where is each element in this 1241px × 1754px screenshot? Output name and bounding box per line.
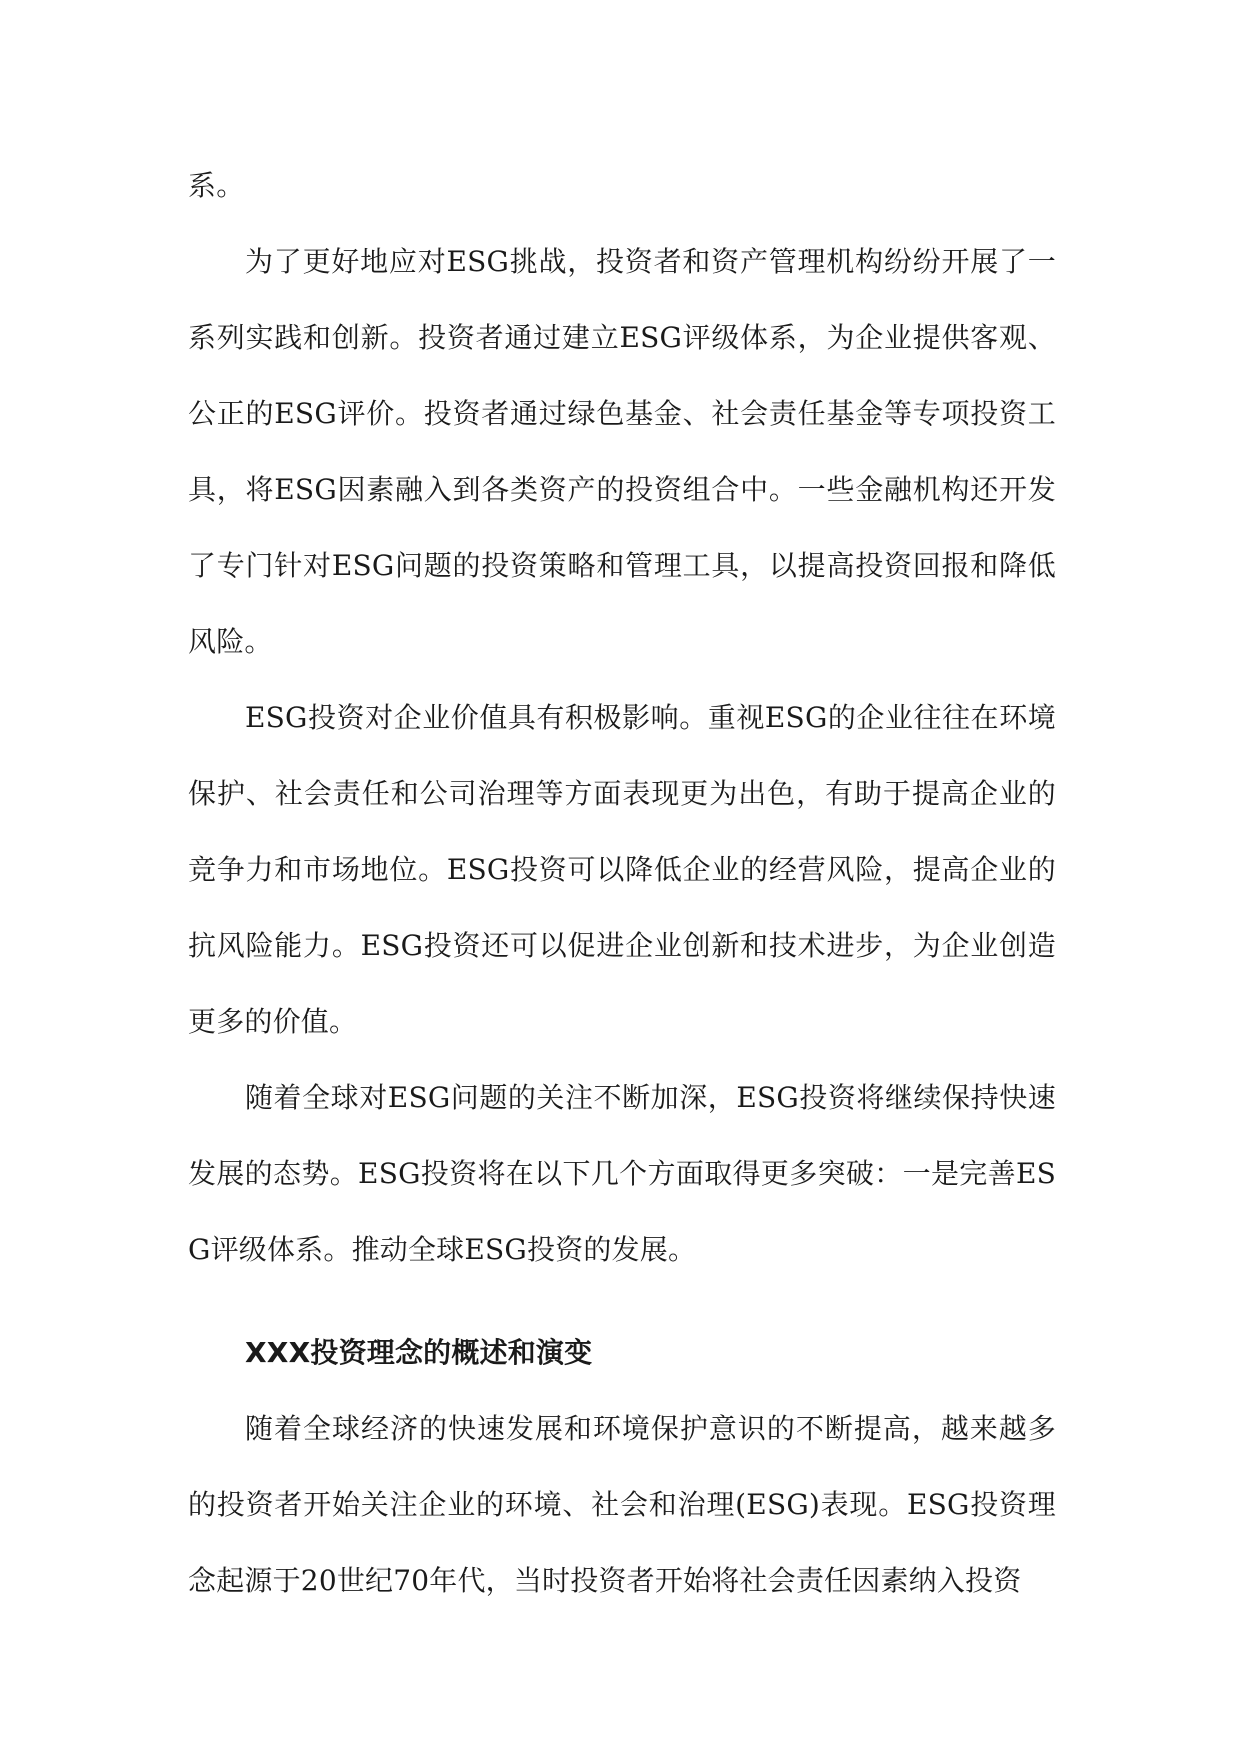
paragraph-continuation: 系。 [188,169,245,202]
paragraph-esg-outlook: 随着全球对ESG问题的关注不断加深，ESG投资将继续保持快速发展的态势。ESG投资将在以下几个方面取得更多突破：一是完善ESG评级体系。推动全球ESG投资的发展。 [188,1081,1056,1266]
paragraph-esg-practice: 为了更好地应对ESG挑战，投资者和资产管理机构纷纷开展了一系列实践和创新。投资者通过建立ESG评级体系，为企业提供客观、公正的ESG评价。投资者通过绿色基金、社会责任基金等专项投资工具，将ESG因素融入到各类资产的投资组合中。一些金融机构还开发了专门针对ESG问题的投资策略和管理工具，以提高投资回报和降低风险。 [188,245,1056,658]
section-heading: XXX投资理念的概述和演变 [245,1336,593,1369]
paragraph-esg-value: ESG投资对企业价值具有积极影响。重视ESG的企业往往在环境保护、社会责任和公司治理等方面表现更为出色，有助于提高企业的竞争力和市场地位。ESG投资可以降低企业的经营风险，提高企业的抗风险能力。ESG投资还可以促进企业创新和技术进步，为企业创造更多的价值。 [188,701,1056,1038]
paragraph-section-intro: 随着全球经济的快速发展和环境保护意识的不断提高，越来越多的投资者开始关注企业的环境、社会和治理(ESG)表现。ESG投资理念起源于20世纪70年代，当时投资者开始将社会责任因素纳入投资 [188,1412,1056,1597]
document-body [188,148,1056,1619]
